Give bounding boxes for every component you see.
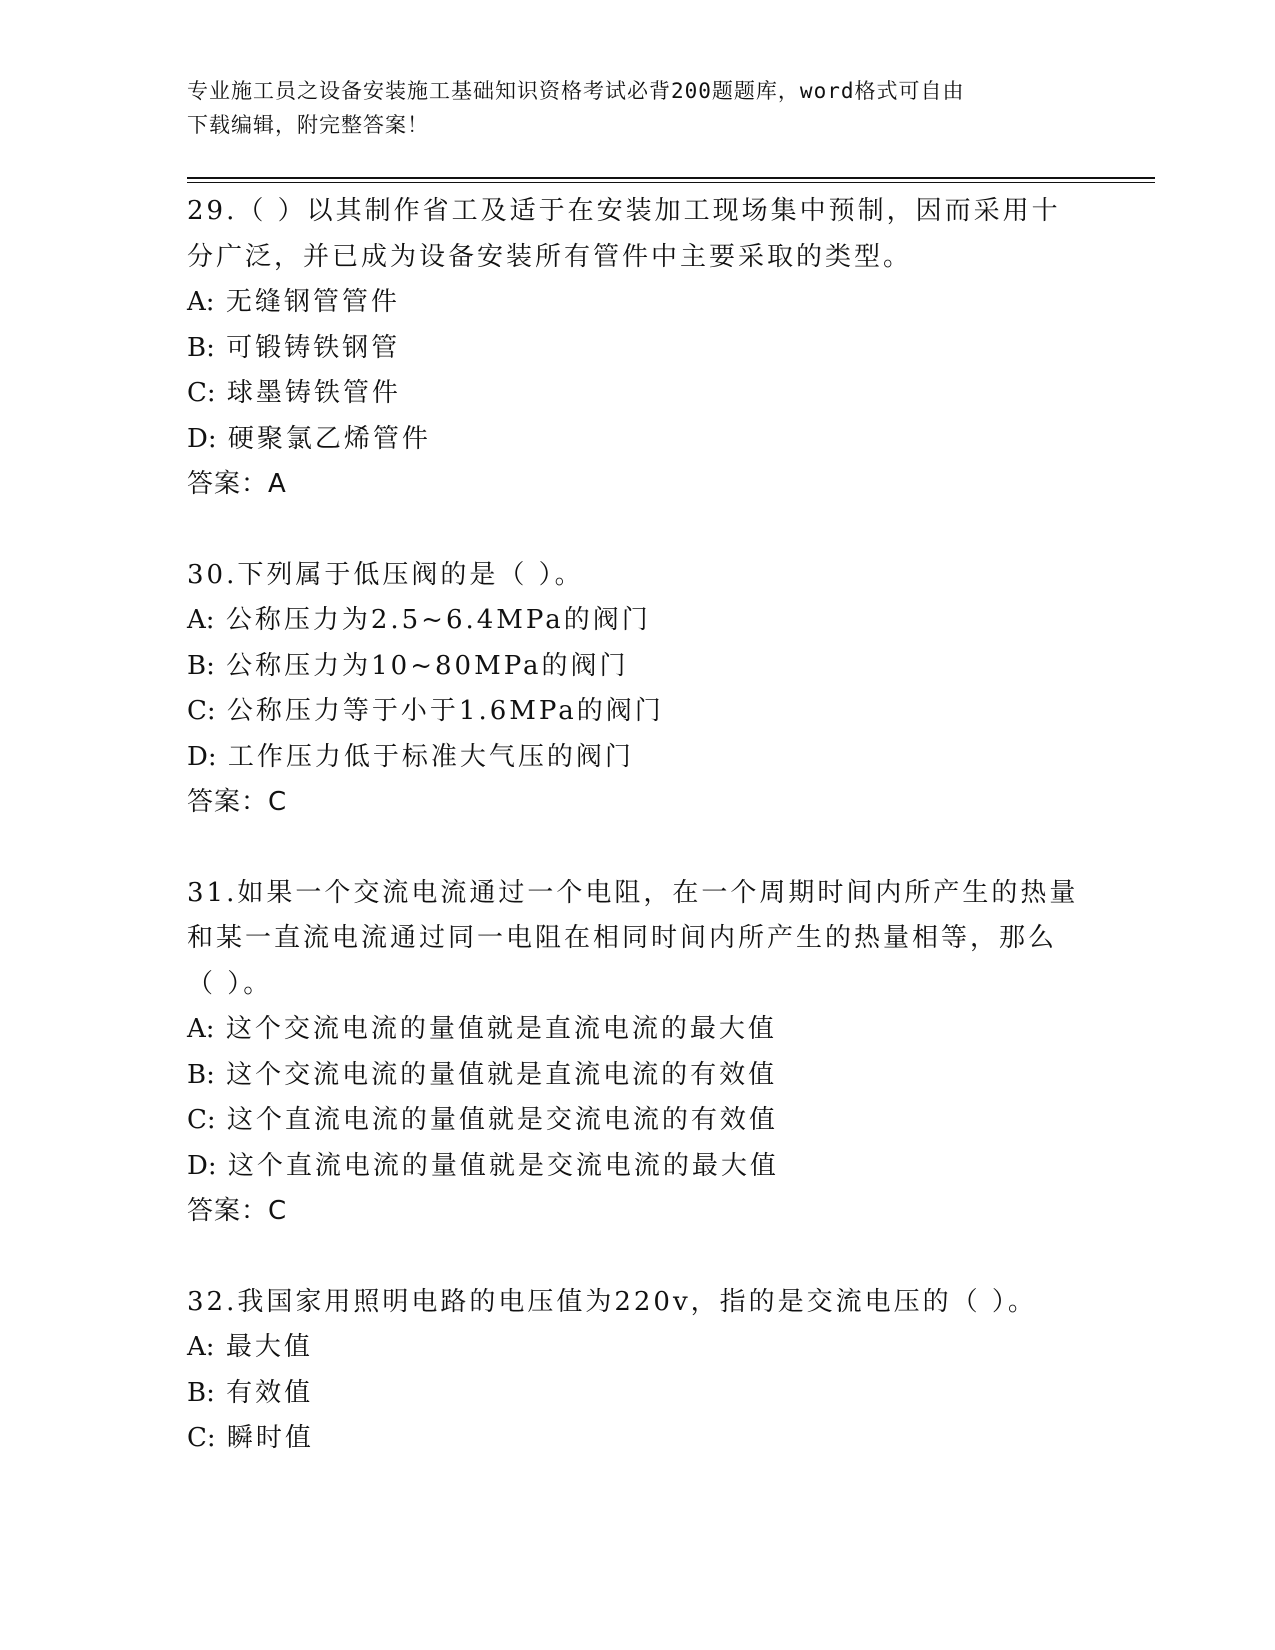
option-key: C: xyxy=(187,1105,216,1135)
option-text: 公称压力为2.5~6.4MPa的阀门 xyxy=(225,605,651,635)
option-b xyxy=(187,326,1087,372)
header-line-2: 下载编辑，附完整答案！ xyxy=(187,113,429,137)
option-key: A: xyxy=(187,1332,215,1362)
option-text: 这个交流电流的量值就是直流电流的有效值 xyxy=(226,1059,778,1090)
option-text: 硬聚氯乙烯管件 xyxy=(227,423,431,454)
option-c xyxy=(187,1098,1087,1144)
option-key: A: xyxy=(187,287,215,317)
option-text: 球墨铸铁管件 xyxy=(226,378,401,408)
question-stem-line: 和某一直流电流通过同一电阻在相同时间内所产生的热量相等，那么 xyxy=(187,923,1058,953)
question-stem-line: （ ）。 xyxy=(187,968,273,999)
option-key: D: xyxy=(187,423,217,454)
question-stem-line: 32.我国家用照明电路的电压值为220v，指的是交流电压的（ ）。 xyxy=(187,1286,1037,1317)
option-d xyxy=(187,1144,1087,1190)
option-c xyxy=(187,1416,1087,1462)
option-key: D: xyxy=(187,1150,217,1181)
option-a xyxy=(187,1325,1087,1371)
question-29 xyxy=(187,189,1087,508)
option-text: 公称压力为10~80MPa的阀门 xyxy=(226,650,629,681)
option-text: 最大值 xyxy=(225,1332,313,1362)
header-divider-thick xyxy=(187,177,1155,179)
option-key: A: xyxy=(187,1014,215,1044)
question-31 xyxy=(187,871,1087,1235)
option-b xyxy=(187,644,1087,690)
option-c xyxy=(187,689,1087,735)
option-key: B: xyxy=(187,1059,215,1090)
option-key: C: xyxy=(187,1423,216,1453)
option-text: 这个直流电流的量值就是交流电流的最大值 xyxy=(227,1150,779,1181)
option-text: 工作压力低于标准大气压的阀门 xyxy=(227,741,634,772)
question-stem-line: 29.（ ）以其制作省工及适于在安装加工现场集中预制，因而采用十 xyxy=(187,196,1061,226)
question-30 xyxy=(187,553,1087,826)
option-key: C: xyxy=(187,696,216,726)
option-d xyxy=(187,735,1087,781)
option-text: 无缝钢管管件 xyxy=(225,287,400,317)
question-stem-line: 30.下列属于低压阀的是（ ）。 xyxy=(187,559,584,590)
document-header xyxy=(187,74,1087,142)
option-text: 这个直流电流的量值就是交流电流的有效值 xyxy=(226,1105,778,1135)
option-text: 可锻铸铁钢管 xyxy=(226,332,401,363)
header-divider-thin xyxy=(187,182,1155,183)
option-b xyxy=(187,1371,1087,1417)
answer-line: 答案：C xyxy=(187,787,288,817)
option-text: 这个交流电流的量值就是直流电流的最大值 xyxy=(225,1014,777,1044)
option-key: B: xyxy=(187,1377,215,1408)
option-key: B: xyxy=(187,332,215,363)
header-line-1: 专业施工员之设备安装施工基础知识资格考试必背200题题库，word格式可自由 xyxy=(187,79,965,103)
question-list xyxy=(187,189,1087,1462)
question-stem-line: 31.如果一个交流电流通过一个电阻，在一个周期时间内所产生的热量 xyxy=(187,877,1079,908)
option-a xyxy=(187,598,1087,644)
option-c xyxy=(187,371,1087,417)
option-a xyxy=(187,1007,1087,1053)
answer-line: 答案：C xyxy=(187,1196,288,1226)
answer-line: 答案：A xyxy=(187,469,287,499)
option-text: 有效值 xyxy=(226,1377,314,1408)
option-key: D: xyxy=(187,741,217,772)
option-text: 瞬时值 xyxy=(226,1423,314,1453)
question-32 xyxy=(187,1280,1087,1462)
question-stem-line: 分广泛，并已成为设备安装所有管件中主要采取的类型。 xyxy=(187,241,913,272)
option-key: C: xyxy=(187,378,216,408)
option-a xyxy=(187,280,1087,326)
option-d xyxy=(187,417,1087,463)
option-text: 公称压力等于小于1.6MPa的阀门 xyxy=(226,696,664,726)
option-b xyxy=(187,1053,1087,1099)
option-key: A: xyxy=(187,605,215,635)
option-key: B: xyxy=(187,650,215,681)
